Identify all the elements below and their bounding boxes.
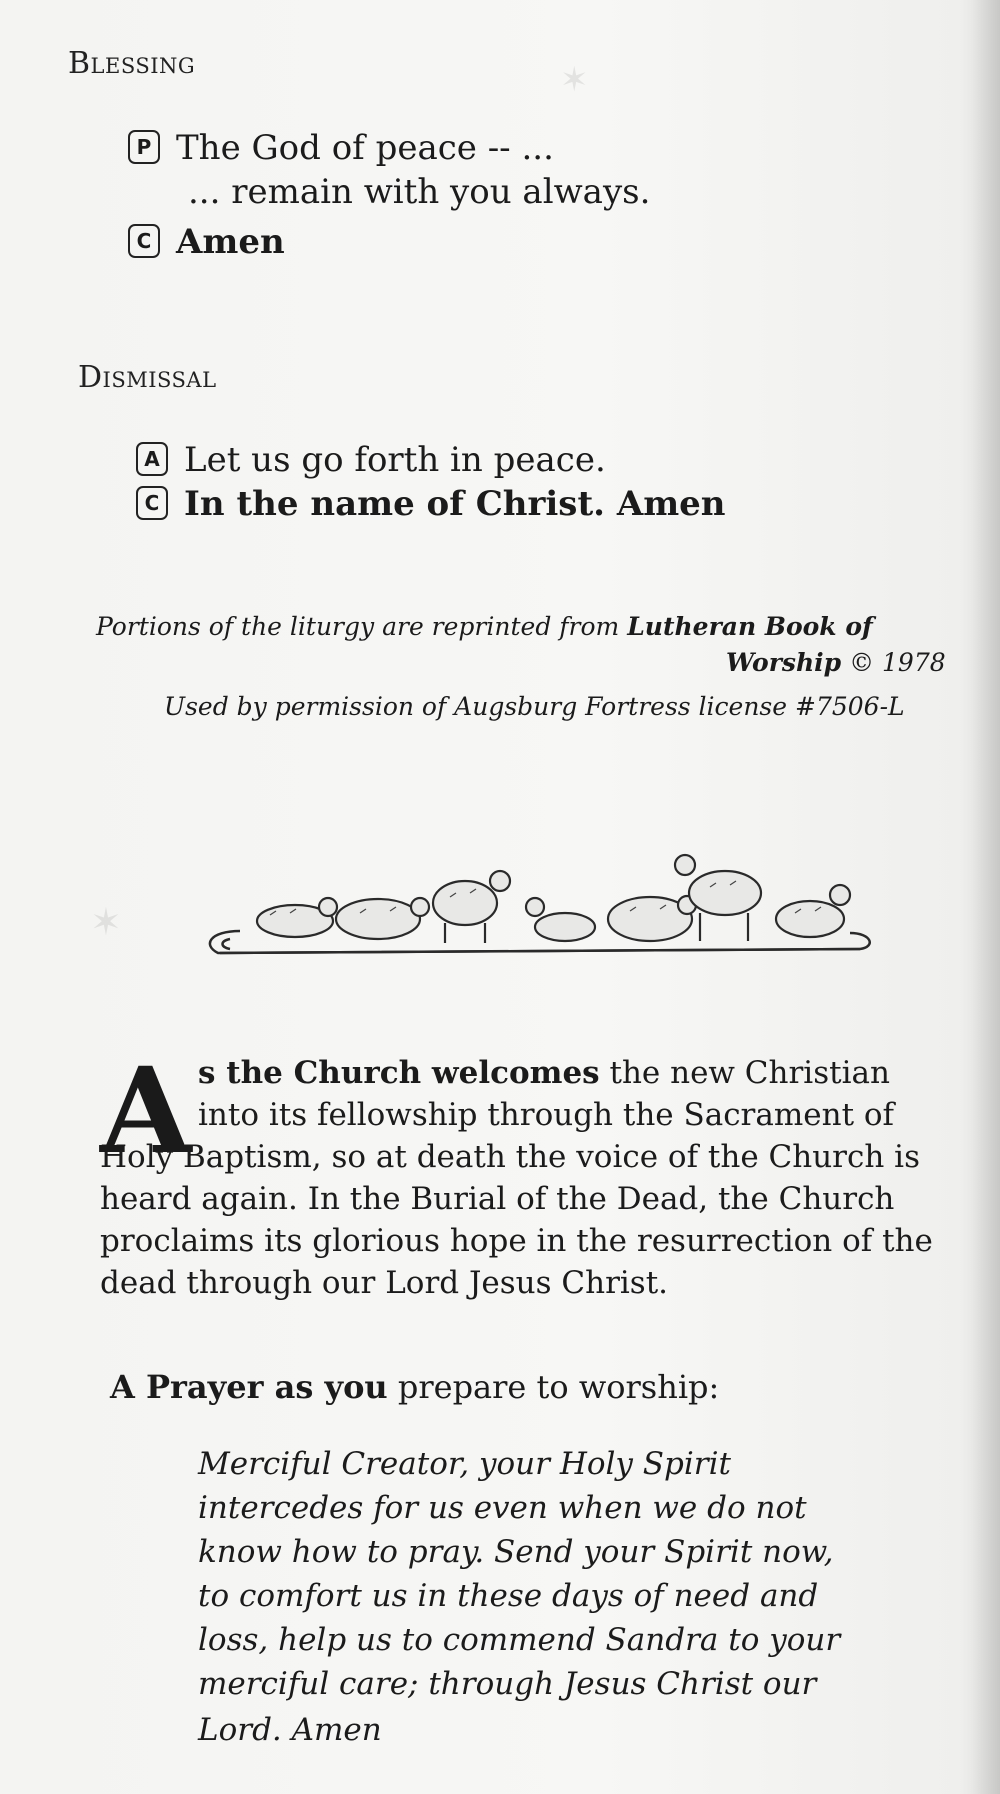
intro-line-6: dead through our Lord Jesus Christ. bbox=[100, 1265, 669, 1301]
bleed-through-text: ✶ bbox=[90, 900, 122, 944]
congregation-marker-icon: C bbox=[136, 486, 168, 520]
pastor-marker-icon: P bbox=[128, 130, 160, 164]
dismissal-line-1: A Let us go forth in peace. bbox=[136, 440, 606, 480]
intro-line-2: into its fellowship through the Sacrament of bbox=[198, 1097, 895, 1133]
congregation-marker-icon: C bbox=[128, 224, 160, 258]
intro-line-4: heard again. In the Burial of the Dead, the Church bbox=[100, 1181, 895, 1217]
prayer-line: to comfort us in these days of need and bbox=[198, 1578, 819, 1614]
intro-line-1: s the Church welcomes the new Christian bbox=[198, 1055, 890, 1091]
prayer-line: know how to pray. Send your Spirit now, bbox=[198, 1534, 834, 1570]
bleed-through-text: ✶ bbox=[560, 60, 589, 100]
prayer-line: Merciful Creator, your Holy Spirit bbox=[198, 1446, 731, 1482]
blessing-line-1: P The God of peace -- ... bbox=[128, 128, 554, 168]
prayer-line: loss, help us to commend Sandra to your bbox=[198, 1622, 841, 1658]
prayer-line: Lord. Amen bbox=[198, 1712, 382, 1748]
intro-line-5: proclaims its glorious hope in the resurrection of the bbox=[100, 1223, 933, 1259]
blessing-line-3: C Amen bbox=[128, 222, 285, 262]
credit-line-3: Used by permission of Augsburg Fortress license #7506-L bbox=[164, 692, 905, 721]
drop-cap-letter: A bbox=[100, 1041, 192, 1180]
lambs-procession-icon bbox=[200, 835, 880, 965]
blessing-heading: Blessing bbox=[68, 46, 196, 81]
dismissal-heading: Dismissal bbox=[78, 360, 217, 395]
credit-line-1: Portions of the liturgy are reprinted from Lutheran Book of bbox=[96, 612, 873, 641]
credit-line-2: Worship © 1978 bbox=[726, 648, 946, 677]
page-edge-shadow bbox=[972, 0, 1000, 1794]
intro-line-3: Holy Baptism, so at death the voice of the Church is bbox=[100, 1139, 921, 1175]
dismissal-line-2: C In the name of Christ. Amen bbox=[136, 484, 726, 524]
blessing-line-2: ... remain with you always. bbox=[188, 172, 651, 212]
prayer-line: merciful care; through Jesus Christ our bbox=[198, 1666, 817, 1702]
assisting-minister-marker-icon: A bbox=[136, 442, 168, 476]
prayer-heading: A Prayer as you prepare to worship: bbox=[110, 1368, 720, 1406]
prayer-line: intercedes for us even when we do not bbox=[198, 1490, 807, 1526]
